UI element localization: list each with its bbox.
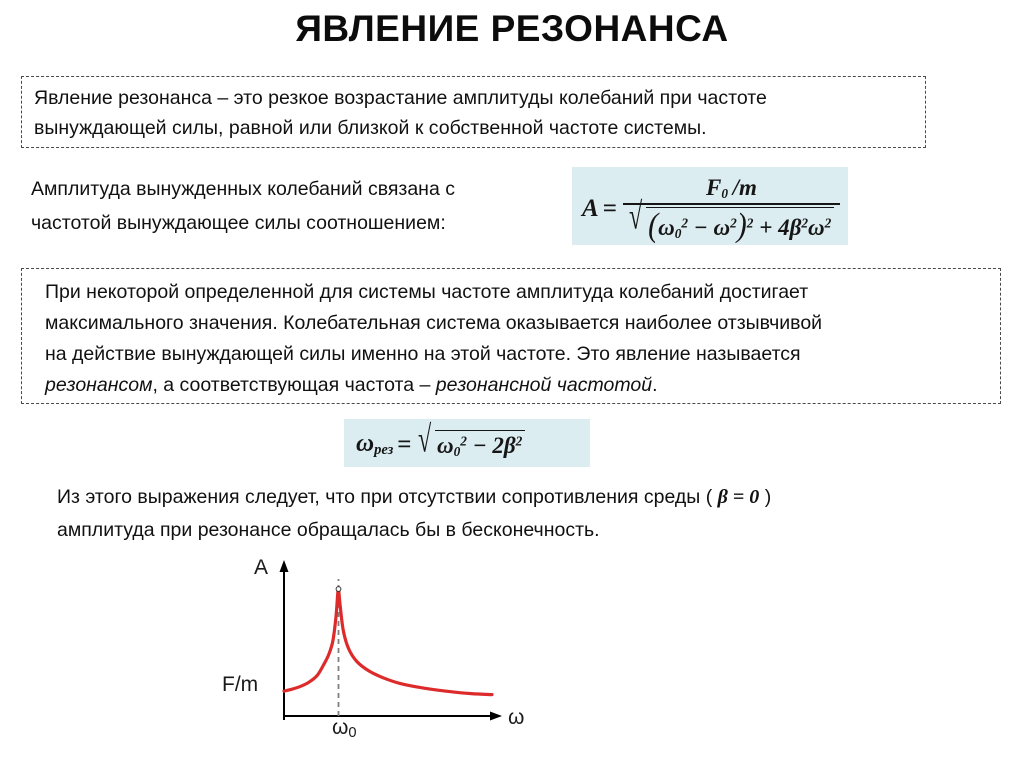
conclusion-line-2: амплитуда при резонансе обращалась бы в бесконечность. [57,519,600,541]
amplitude-formula-fraction [623,174,840,244]
amplitude-formula-denominator [623,195,840,244]
resonance-term-1: резонансом [45,374,153,396]
page-title: ЯВЛЕНИЕ РЕЗОНАНСА [295,8,729,49]
definition-line-2: вынуждающей силы, равной или близкой к собственной частоте системы. [34,117,707,139]
beta-zero-inline-math: β = 0 [717,486,760,508]
resonance-paragraph [45,277,991,401]
conclusion-paragraph [57,481,997,547]
resonance-line-3: на действие вынуждающей силы именно на этой частоте. Это явление называется [45,343,801,365]
omega-res-equals: = [397,431,412,458]
resonance-curve [284,588,492,694]
resonance-tick-label: $\omega_0$ [332,716,357,742]
resonance-line-4-mid: , а соответствующая частота – [152,374,436,396]
amplitude-formula [572,167,848,245]
resonance-line-2: максимального значения. Колебательная система оказывается наиболее отзывчивой [45,312,823,334]
amplitude-line-1: Амплитуда вынужденных колебаний связана с [31,178,455,200]
amplitude-line-2: частотой вынуждающее силы соотношением: [31,212,446,234]
conclusion-line-1-after: ) [759,486,772,508]
resonance-term-2: резонансной частотой [435,374,653,396]
radicand: $\omega_0^2 - 2\beta^2$ [435,430,525,460]
x-axis-arrow-icon [490,712,502,721]
square-root [628,195,835,244]
radical-sign-icon: √ [417,419,431,461]
omega-resonance-formula [344,419,590,467]
radicand: $(\omega_0^2 - \omega^2)^2 + 4\beta^2\omega^2$ [646,207,834,242]
definition-line-1: Явление резонанса – это резкое возрастание амплитуды колебаний при частоте [34,87,767,109]
y-axis-arrow-icon [280,560,289,572]
definition-paragraph [34,83,916,143]
amplitude-formula-numerator: $F_0$ /m [706,174,757,201]
peak-marker [336,587,341,592]
square-root [417,419,526,461]
amplitude-formula-equals: = [602,194,617,222]
resonance-line-4-end: . [652,374,658,396]
amplitude-paragraph [31,172,541,240]
resonance-line-1: При некоторой определенной для системы частоте амплитуда колебаний достигает [45,281,809,303]
amplitude-formula-lhs: A [582,194,599,222]
fraction-bar [623,203,840,205]
y-axis-label: A [254,556,269,579]
baseline-label: F/m [222,673,259,696]
conclusion-line-1-before: Из этого выражения следует, что при отсутствии сопротивления среды ( [57,486,718,508]
radical-sign-icon: √ [628,195,642,238]
omega-res-lhs: $\omega_{рез}$ [356,430,394,459]
resonance-curve-chart [206,548,536,760]
x-axis-label: ω [508,706,525,729]
omega-res-subscript: рез [374,442,394,459]
